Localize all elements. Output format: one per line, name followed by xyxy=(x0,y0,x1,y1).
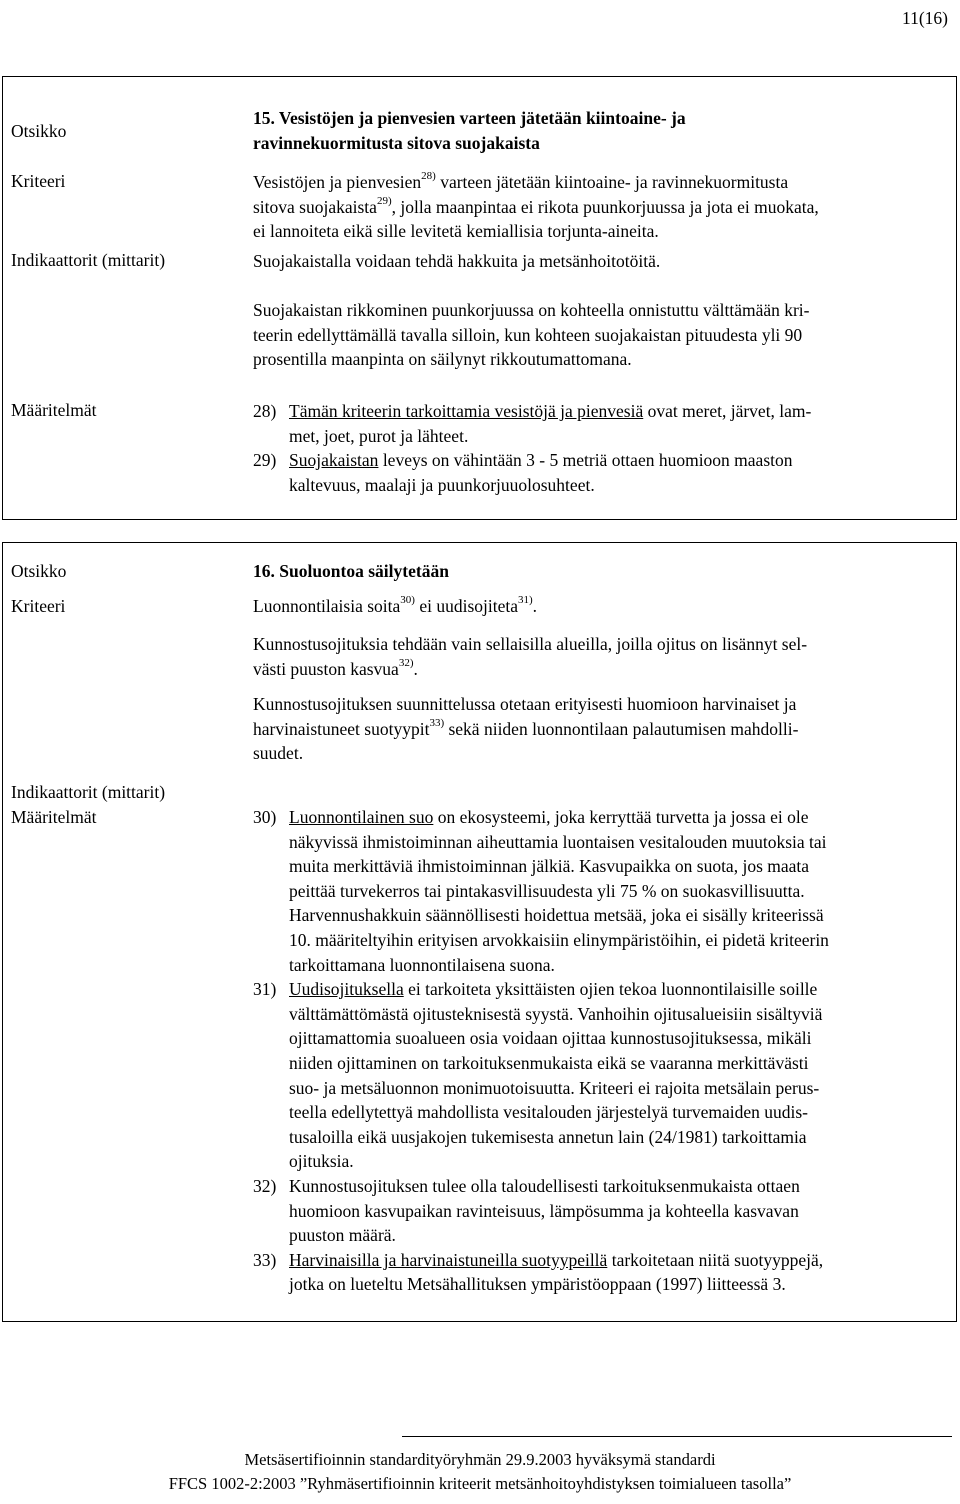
definitions-15 xyxy=(253,399,953,497)
indicator-15-1 xyxy=(253,249,953,274)
definition-line: 10. määriteltyihin erityisen arvokkaisiin elinympäristöihin, ei pidetä kriteerin xyxy=(289,929,829,950)
definition-line: huomioon kasvupaikan ravinteisuus, lämpösumma ja kohteella kasvavan xyxy=(289,1200,799,1221)
definition-32 xyxy=(253,1174,953,1248)
definition-line: näkyvissä ihmistoiminnan aiheuttamia luontaisen vesitalouden muutoksia tai xyxy=(289,831,827,852)
label-title: Otsikko xyxy=(11,561,67,581)
text-run: on ekosysteemi, joka kerryttää turvetta ja jossa ei ole xyxy=(433,807,809,827)
text-run: Vesistöjen ja pienvesien xyxy=(253,172,422,192)
footnote-ref: 30) xyxy=(400,594,415,606)
indicator-line: prosentilla maanpinta on säilynyt rikkoutumattomana. xyxy=(253,349,632,370)
definition-number: 32) xyxy=(253,1175,277,1196)
title-line: 15. Vesistöjen ja pienvesien varteen jätetään kiintoaine- ja xyxy=(253,108,686,128)
label-indicators: Indikaattorit (mittarit) xyxy=(11,250,166,270)
definition-line: Kunnostusojituksen tulee olla taloudellisesti tarkoituksenmukaista ottaen xyxy=(289,1175,800,1196)
page-number: 11(16) xyxy=(901,8,948,28)
text-run: . xyxy=(532,596,538,616)
criterion-15-text xyxy=(253,170,953,244)
definition-line: kaltevuus, maalaji ja puunkorjuuolosuhteet. xyxy=(289,474,595,495)
text-run: ei tarkoiteta yksittäisten ojien tekoa luonnontilaisille soille xyxy=(403,979,818,1000)
label-definitions: Määritelmät xyxy=(11,807,97,827)
text-line: ei lannoiteta eikä sille levitetä kemiallisia torjunta-aineita. xyxy=(253,221,659,242)
title-line: ravinnekuormitusta sitova suojakaista xyxy=(253,132,540,153)
criterion-16-title: 16. Suoluontoa säilytetään xyxy=(253,561,449,581)
text-run: Luonnontilaisia soita xyxy=(253,596,401,616)
criterion-15-table xyxy=(2,76,957,520)
indicator-text: Suojakaistalla voidaan tehdä hakkuita ja metsänhoitotöitä. xyxy=(253,251,661,271)
indicator-line: Suojakaistan rikkominen puunkorjuussa on kohteella onnistuttu välttämään kri- xyxy=(253,300,810,320)
definition-33 xyxy=(253,1248,953,1297)
label-criteria: Kriteeri xyxy=(11,596,66,616)
definition-31 xyxy=(253,977,953,1174)
definition-line: muita merkittäviä ihmistoiminnan jälkiä. Kasvupaikka on suota, jos maata xyxy=(289,856,810,877)
defined-term: Tämän kriteerin tarkoittamia vesistöjä ja pienvesiä xyxy=(289,401,644,421)
definition-29 xyxy=(253,448,953,497)
text-run: . xyxy=(413,658,418,679)
definition-line: ojituksia. xyxy=(289,1151,354,1172)
footnote-ref: 28) xyxy=(421,170,436,182)
definitions-16 xyxy=(253,805,953,1297)
text-run: ei uudisojiteta xyxy=(414,596,518,616)
definition-30 xyxy=(253,805,953,977)
criterion-15-title xyxy=(253,106,953,155)
definition-line: jotka on lueteltu Metsähallituksen ympäristöoppaan (1997) liitteessä 3. xyxy=(289,1274,786,1295)
text-run: ovat meret, järvet, lam- xyxy=(643,401,812,421)
text-run: tarkoitetaan niitä suotyyppejä, xyxy=(607,1249,824,1270)
label-definitions: Määritelmät xyxy=(11,400,97,420)
definition-line: puuston määrä. xyxy=(289,1225,396,1246)
definition-number: 28) xyxy=(253,401,277,421)
text-run: , jolla maanpintaa ei rikota puunkorjuussa ja jota ei muokata, xyxy=(391,196,819,217)
label-title: Otsikko xyxy=(11,121,67,141)
defined-term: Suojakaistan xyxy=(289,450,379,471)
defined-term: Uudisojituksella xyxy=(289,979,404,1000)
definition-line: ojittamattomia suoalueen osia voidaan ojittaa kunnostusojituksessa, mikäli xyxy=(289,1028,812,1049)
text-run: västi puuston kasvua xyxy=(253,658,399,679)
text-line: suudet. xyxy=(253,743,304,764)
footnote-ref: 29) xyxy=(376,194,392,207)
definition-line: suo- ja metsäluonnon monimuotoisuutta. Kriteeri ei rajoita metsälain perus- xyxy=(289,1077,820,1098)
label-indicators: Indikaattorit (mittarit) xyxy=(11,782,166,802)
text-line: Kunnostusojituksia tehdään vain sellaisilla alueilla, joilla ojitus on lisännyt sel- xyxy=(253,634,808,654)
definition-line: niiden ojittaminen on tarkoituksenmukaista eikä se vaaranna merkittävästi xyxy=(289,1052,809,1073)
criterion-16-table xyxy=(2,542,957,1322)
definition-line: peittää turvekerros tai pintakasvillisuudesta yli 75 % on suokasvillisuutta. xyxy=(289,880,805,901)
definition-number: 31) xyxy=(253,979,277,1000)
defined-term: Harvinaisilla ja harvinaistuneilla suotyypeillä xyxy=(289,1249,608,1270)
definition-number: 30) xyxy=(253,807,277,827)
definition-line: välttämättömästä ojitusteknisestä syystä. Vanhoihin ojitusalueisiin sisältyviä xyxy=(289,1003,823,1024)
criterion-16-text-2 xyxy=(253,632,953,681)
definition-number: 29) xyxy=(253,450,277,471)
footnote-ref: 31) xyxy=(518,594,533,606)
indicator-line: teerin edellyttämällä tavalla silloin, kun kohteen suojakaistan pituudesta yli 90 xyxy=(253,324,803,345)
definition-number: 33) xyxy=(253,1249,277,1270)
footnote-ref: 33) xyxy=(429,716,445,729)
definition-line: Harvennushakkuin säännöllisesti hoidettua metsää, joka ei sisälly kriteerissä xyxy=(289,905,824,926)
defined-term: Luonnontilainen suo xyxy=(289,807,434,827)
definition-line: tusaloilla eikä uusjakojen tukemisesta annetun lain (24/1981) tarkoittamia xyxy=(289,1126,807,1147)
footer-line-1: Metsäsertifioinnin standardityöryhmän 29.9.2003 hyväksymä standardi xyxy=(244,1450,716,1469)
text-run: harvinaistuneet suotyypit xyxy=(253,718,430,739)
text-run: leveys on vähintään 3 - 5 metriä ottaen huomioon maaston xyxy=(378,450,793,471)
text-line: Kunnostusojituksen suunnittelussa otetaan erityisesti huomioon harvinaiset ja xyxy=(253,694,797,714)
indicator-15-2 xyxy=(253,298,953,372)
definition-line: tarkoittamana luonnontilaisena suona. xyxy=(289,954,555,975)
definition-28 xyxy=(253,399,953,448)
criterion-16-text-1 xyxy=(253,594,953,619)
footnote-ref: 32) xyxy=(398,656,414,669)
definition-line: met, joet, purot ja lähteet. xyxy=(289,425,469,446)
text-run: sekä niiden luonnontilaan palautumisen mahdolli- xyxy=(444,718,799,739)
footer-rule xyxy=(402,1436,952,1437)
definition-line: teella edellytettyä mahdollista vesitalouden järjestelyä turvemaiden uudis- xyxy=(289,1102,808,1123)
text-run: varteen jätetään kiintoaine- ja ravinnekuormitusta xyxy=(435,172,789,192)
footer-line-2: FFCS 1002-2:2003 ”Ryhmäsertifioinnin kriteerit metsänhoitoyhdistyksen toimialueen tasolla” xyxy=(168,1474,792,1493)
text-run: sitova suojakaista xyxy=(253,196,377,217)
criterion-16-text-3 xyxy=(253,692,953,766)
label-criteria: Kriteeri xyxy=(11,171,66,191)
